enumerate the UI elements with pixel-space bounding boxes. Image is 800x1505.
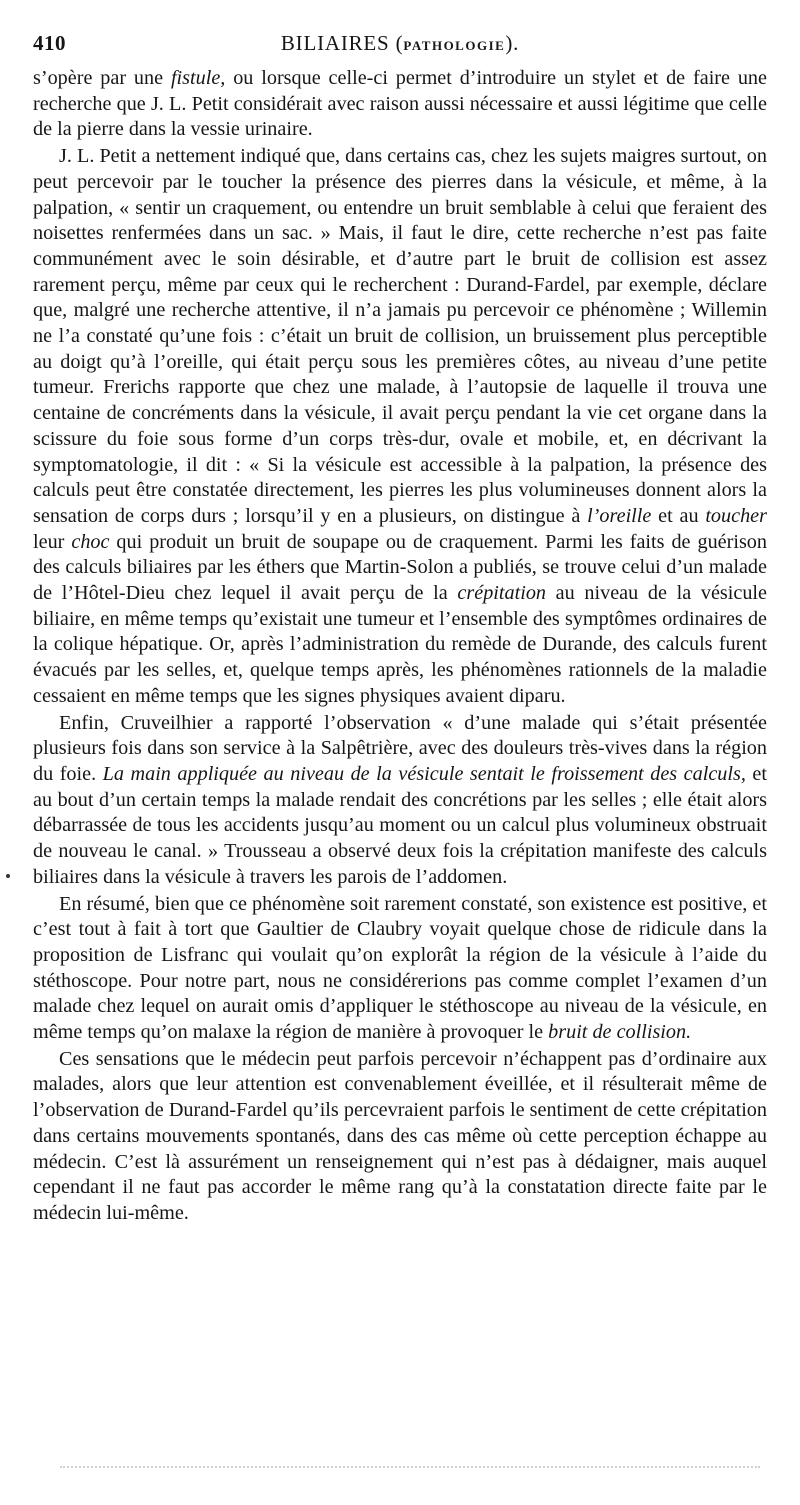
italic-text: l’oreille <box>587 504 652 527</box>
italic-text: toucher <box>705 504 767 527</box>
text-run: Ces sensations que le médecin peut parfois percevoir n’échappent pas d’ordinaire aux malades, alors que leur attention est convenablement éveillée, et il résulterait même de l’observation de Durand-Fardel qu’ils percevraient parfois le sentiment de cette crépitation dans certains mouvements spontanés, dans des cas même où cette perception échappe au médecin. C’est là assurément un renseignement qui n’est pas à dédaigner, mais auquel cependant il ne faut pas accorder le même rang qu’à la constatation directe faite par le médecin lui-même. <box>33 1047 767 1224</box>
text-run: et au bout d’un certain temps la malade rendait des concrétions par les selles ; elle était alors débarrassée de tous les accidents jusqu’au moment ou un calcul plus volumineux obstruait de nouveau le canal. » Trousseau a observé deux fois la crépitation manifeste des calculs biliaires dans la vésicule à travers les parois de l’addomen. <box>33 762 767 888</box>
italic-text: fistule, <box>170 67 226 89</box>
bleed-through-line <box>60 1466 760 1471</box>
text-run: Enfin, Cruveilhier a rapporté l’observation « d’une malade qui s’était présentée plusieurs fois dans son service à la Salpêtrière, avec des douleurs très-vives dans la région du foie. <box>33 711 767 785</box>
margin-mark <box>6 874 10 878</box>
page-number: 410 <box>33 31 66 55</box>
body-text <box>33 66 767 1227</box>
italic-text: crépitation <box>457 582 547 605</box>
text-run: En résumé, bien que ce phénomène soit rarement constaté, son existence est positive, et c’est tout à fait à tort que Gaultier de Claubry voyait quelque chose de ridicule dans la proposition de Lisfranc qui voulait qu’on explorât la région de la vésicule à l’aide du stéthoscope. Pour notre part, nous ne considérerions pas comme complet l’examen d’un malade chez lequel on aurait omis d’appliquer le stéthoscope au niveau de la vésicule, en même temps qu’on malaxe la région de manière à provoquer le <box>33 892 767 1044</box>
text-run: J. L. Petit a nettement indiqué que, dans certains cas, chez les sujets maigres surtout, on peut percevoir par le toucher la présence des pierres dans la vésicule, et même, à la palpation, « sentir un craquement, ou entendre un bruit semblable à celui que feraient des noisettes renfermées dans un sac. » Mais, il faut le dire, cette recherche n’est pas faite communément avec le soin désirable, et d’autre part le bruit de collision est assez rarement perçu, même par ceux qui le recherchent : Durand-Fardel, par exemple, déclare que, malgré une recherche attentive, il n’a jamais pu percevoir ce phénomène ; Willemin ne l’a constaté qu’une fois : c’était un bruit de collision, un bruissement plus perceptible au doigt qu’à l’oreille, qui était perçu sous les premières côtes, au niveau d’une petite tumeur. Frerichs rapporte que chez une malade, à l’autopsie de laquelle il trouva une centaine de concréments dans la vésicule, il avait perçu pendant la vie cet organe dans la scissure du foie sous forme d’un corps très-dur, ovale et mobile, et, en décrivant la symptomatologie, il dit : « Si la vésicule est accessible à la palpation, la présence des calculs peut être constatée directement, les pierres les plus volumineuses donnent alors la sensation de corps durs ; lorsqu’il y en a plusieurs, on distingue à <box>33 145 767 527</box>
text-run: s’opère par une <box>33 67 171 89</box>
paragraph <box>33 144 767 709</box>
paragraph <box>33 711 767 891</box>
running-head-subtitle: PATHOLOGIE <box>403 38 506 53</box>
text-run: leur <box>33 530 72 553</box>
text-run: ou lorsque celle-ci permet d’introduire un stylet et de faire une recherche que J. L. Petit considérait avec raison aussi nécessaire et aussi légitime que celle de la pierre dans la vessie urinaire. <box>33 67 767 141</box>
running-head-paren-open: ( <box>389 31 404 55</box>
document-page <box>33 28 767 1227</box>
text-run: au niveau de la vésicule biliaire, en même temps qu’existait une tumeur et l’ensemble des symptômes ordinaires de la colique hépatique. Or, après l’administration du remède de Durande, des calculs furent évacués par les selles, et, quelque temps après, les phénomènes rationnels de la maladie cessaient en même temps que les signes physiques avaient diparu. <box>33 582 767 707</box>
page-header <box>33 28 767 58</box>
text-run: qui produit un bruit de soupape ou de craquement. Parmi les faits de guérison des calculs biliaires par les éthers que Martin-Solon a publiés, se trouve celui d’un malade de l’Hôtel-Dieu chez lequel il avait perçu de la <box>33 530 767 605</box>
italic-text: bruit de collision. <box>548 1021 692 1044</box>
running-head-title: BILIAIRES <box>280 31 390 55</box>
text-run: et au <box>651 504 706 527</box>
italic-text: La main appliquée au niveau de la vésicule sentait le froissement des calculs, <box>102 762 746 785</box>
italic-text: choc <box>71 530 110 553</box>
paragraph <box>33 66 767 143</box>
running-head <box>33 28 767 61</box>
paragraph <box>33 1047 767 1227</box>
running-head-paren-close: ). <box>505 31 520 55</box>
paragraph <box>33 892 767 1046</box>
